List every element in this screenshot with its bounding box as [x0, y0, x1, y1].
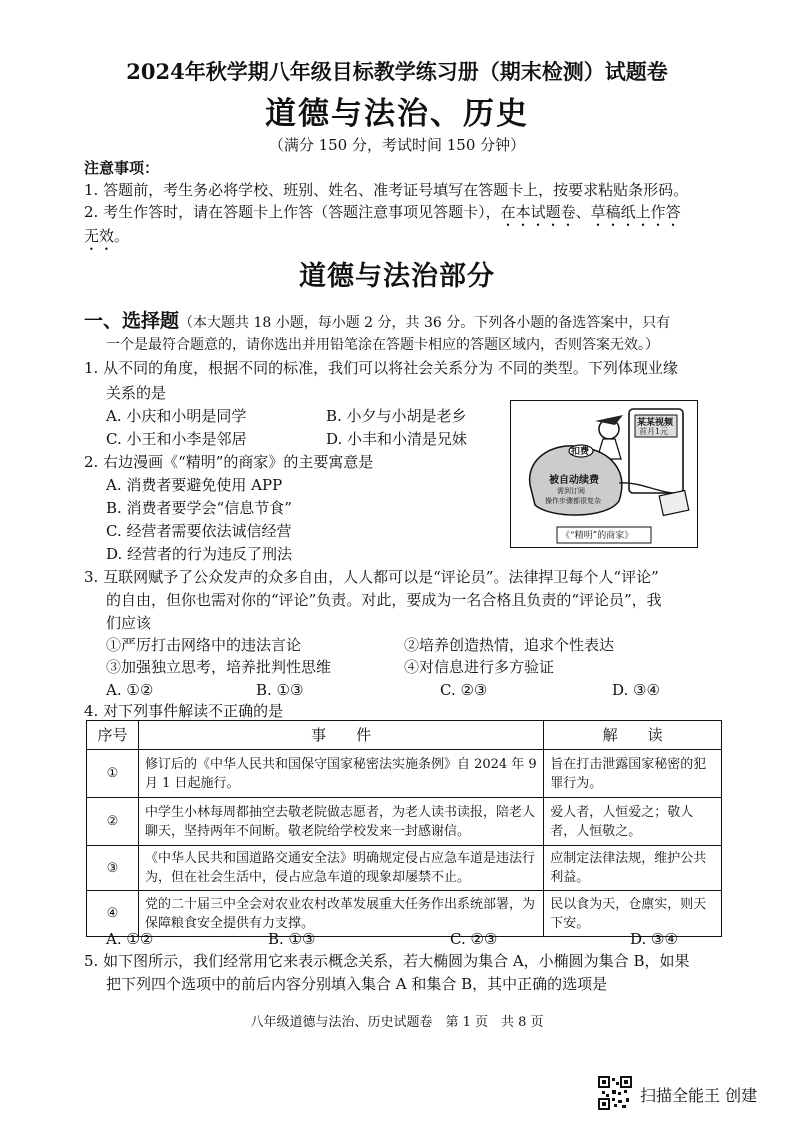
q3-stem: 3. 互联网赋予了公众发声的众多自由，人人都可以是“评论员”。法律捍卫每个人“评论” [84, 568, 659, 586]
merchant-hat [595, 415, 623, 425]
table-header-row [87, 721, 722, 750]
q4-option-b: B. ①③ [268, 930, 316, 948]
q4-stem: 4. 对下列事件解读不正确的是 [84, 702, 284, 720]
table-cell-reading: 民以食为天，仓廪实，则天下安。 [544, 891, 722, 937]
q3-option-a: A. ①② [106, 681, 154, 699]
table-row [87, 846, 722, 891]
table-cell-no: ③ [87, 846, 139, 891]
table-row [87, 750, 722, 798]
notice-item-1: 1. 答题前，考生务必将学校、班别、姓名、准考证号填写在答题卡上，按要求粘贴条形码。 [84, 181, 689, 199]
table-cell-reading: 旨在打击泄露国家秘密的犯罪行为。 [544, 750, 722, 798]
table-header-no: 序号 [87, 721, 139, 750]
notice-heading: 注意事项： [84, 159, 160, 177]
cartoon-caption: 《“精明”的商家》 [561, 531, 634, 541]
subject-title: 道德与法治、历史 [265, 96, 529, 132]
q2-option-c: C. 经营者需要依法诚信经营 [106, 522, 292, 540]
q1-option-d: D. 小丰和小清是兄妹 [326, 430, 468, 448]
ticket [659, 491, 689, 516]
notice-item-2-text: 2. 考生作答时，请在答题卡上作答（答题注意事项见答题卡）， [84, 203, 501, 221]
cartoon-small-2: 操作步骤都很复杂 [545, 497, 601, 505]
q5-stem: 5. 如下图所示，我们经常用它来表示概念关系，若大椭圆为集合 A，小椭圆为集合 B，如果 [84, 952, 690, 970]
table-row [87, 891, 722, 937]
cartoon-image [510, 400, 698, 548]
part-heading [84, 306, 670, 333]
cartoon-sign-2: 首月1元 [639, 427, 669, 436]
q1-option-b: B. 小夕与小胡是老乡 [326, 407, 467, 425]
exam-title: 2024年秋学期八年级目标教学练习册（期末检测）试题卷 [126, 59, 668, 84]
q1-option-a: A. 小庆和小明是同学 [106, 407, 247, 425]
q2-option-d: D. 经营者的行为违反了刑法 [106, 545, 293, 563]
notice-item-2-end: 无效。 [84, 227, 130, 245]
cartoon-small-1: 需到订阅 [557, 487, 585, 495]
q1-option-c: C. 小王和小李是邻居 [106, 430, 247, 448]
scanner-watermark: 扫描全能王 创建 [640, 1086, 758, 1105]
q3-statement-1: ①严厉打击网络中的违法言论 [106, 636, 302, 654]
q3-stem-3: 们应该 [106, 614, 152, 632]
table-cell-reading: 爱人者，人恒爱之；敬人者，人恒敬之。 [544, 798, 722, 846]
section-title: 道德与法治部分 [299, 261, 495, 292]
q3-statement-3: ③加强独立思考，培养批判性思维 [106, 658, 332, 676]
q2-option-a: A. 消费者要避免使用 APP [106, 476, 283, 494]
table-cell-event: 中学生小林每周都抽空去敬老院做志愿者，为老人读书读报，陪老人聊天，坚持两年不间断。敬老院给学校发来一封感谢信。 [138, 798, 543, 846]
qr-code-icon [598, 1076, 632, 1110]
q3-option-b: B. ①③ [256, 681, 304, 699]
q2-option-b: B. 消费者要学会“信息节食” [106, 499, 292, 517]
table-cell-event: 《中华人民共和国道路交通安全法》明确规定侵占应急车道是违法行为，但在社会生活中，侵占应急车道的现象却屡禁不止。 [138, 846, 543, 891]
q3-option-d: D. ③④ [612, 681, 660, 699]
event-table [86, 720, 722, 937]
q3-statement-4: ④对信息进行多方验证 [404, 658, 555, 676]
q3-stem-2: 的自由，但你也需对你的“评论”负责。对此，要成为一名合格且负责的“评论员”，我 [106, 591, 662, 609]
q4-option-a: A. ①② [106, 930, 154, 948]
q2-stem: 2. 右边漫画《“精明”的商家》的主要寓意是 [84, 453, 374, 471]
notice-item-2 [84, 201, 681, 230]
part-title: 一、选择题 [84, 310, 180, 332]
table-cell-event: 修订后的《中华人民共和国保守国家秘密法实施条例》自 2024 年 9 月 1 日起施行。 [138, 750, 543, 798]
page-footer: 八年级道德与法治、历史试题卷 第 1 页 共 8 页 [250, 1015, 544, 1030]
q5-stem-2: 把下列四个选项中的前后内容分别填入集合 A 和集合 B，其中正确的选项是 [106, 975, 608, 993]
table-row [87, 798, 722, 846]
q1-stem-2: 关系的是 [106, 384, 167, 402]
notice-item-2-emphasis: 在本试题卷、草稿纸上作答 [500, 203, 681, 221]
q3-option-c: C. ②③ [440, 681, 488, 699]
table-header-event: 事 件 [138, 721, 543, 750]
q1-stem: 1. 从不同的角度，根据不同的标准，我们可以将社会关系分为 不同的类型。下列体现业缘 [84, 359, 678, 377]
cartoon-banner: 被自动续费 [549, 475, 599, 486]
q4-option-d: D. ③④ [630, 930, 678, 948]
q4-option-c: C. ②③ [450, 930, 498, 948]
q3-statement-2: ②培养创造热情，追求个性表达 [404, 636, 615, 654]
table-cell-event: 党的二十届三中全会对农业农村改革发展重大任务作出系统部署，为保障粮食安全提供有力支撑。 [138, 891, 543, 937]
table-cell-no: ① [87, 750, 139, 798]
table-header-reading: 解 读 [544, 721, 722, 750]
cartoon-sign-1: 某某视频 [637, 418, 674, 428]
table-cell-reading: 应制定法律法规，维护公共利益。 [544, 846, 722, 891]
cartoon-bag-text: 扣费 [571, 447, 590, 457]
part-description-2: 一个是最符合题意的，请你选出并用铅笔涂在答题卡相应的答题区域内，否则答案无效。） [106, 337, 659, 353]
part-description: （本大题共 18 小题，每小题 2 分，共 36 分。下列各小题的备选答案中，只有 [179, 315, 671, 331]
table-cell-no: ④ [87, 891, 139, 937]
exam-info: （满分 150 分，考试时间 150 分钟） [268, 136, 526, 154]
table-cell-no: ② [87, 798, 139, 846]
